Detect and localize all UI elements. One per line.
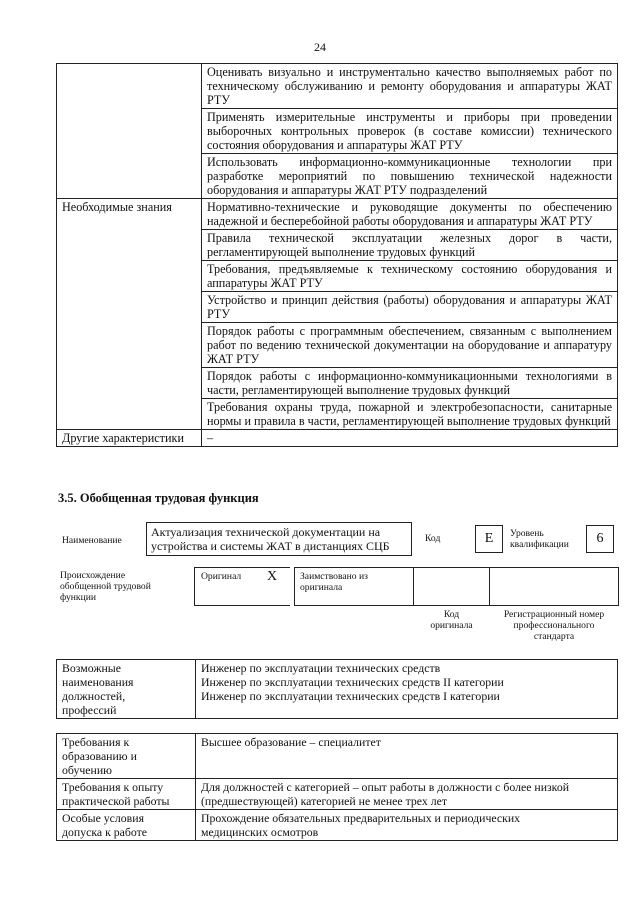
- origin-label-line2: обобщенной трудовой: [60, 581, 151, 592]
- table-cell: Нормативно-технические и руководящие документы по обеспечению надежной и бесперебойной работы оборудования и аппаратуры ЖАТ РТУ: [202, 199, 618, 230]
- borrowed-label-line1: Заимствовано из: [300, 571, 368, 582]
- table-cell: Требования охраны труда, пожарной и электробезопасности, санитарные нормы и правила в части, регламентирующей выполнение трудовых функций: [202, 399, 618, 430]
- table-cell: Применять измерительные инструменты и приборы при проведении выборочных контрольных проверок (в составе комиссии) технического состояния оборудования и аппаратуры ЖАТ РТУ: [202, 109, 618, 154]
- requirement-label-line: Требования к: [62, 735, 130, 749]
- requirements-table: [56, 733, 618, 841]
- table-row: [57, 779, 618, 810]
- positions-label: [57, 660, 196, 719]
- original-code-cell: [413, 567, 490, 606]
- original-code-caption-line1: Код: [443, 609, 460, 620]
- original-code-caption: [413, 609, 490, 631]
- list-item: Инженер по эксплуатации технических средств II категории: [201, 675, 504, 689]
- table-cell: Использовать информационно-коммуникационные технологии при разработке мероприятий по повышению технической надежности оборудования и аппаратуры ЖАТ РТУ подразделений: [202, 154, 618, 199]
- function-name-line2: устройства и системы ЖАТ в дистанциях СЦБ: [151, 539, 390, 553]
- borrowed-label: [300, 571, 368, 593]
- code-value: E: [475, 525, 503, 553]
- requirement-label-line: практической работы: [62, 794, 170, 808]
- requirement-label: [57, 734, 196, 779]
- origin-label-line3: функции: [60, 592, 96, 603]
- name-label: Наименование: [62, 535, 122, 546]
- level-label-line2: квалификации: [510, 539, 569, 550]
- requirement-label-line: Особые условия: [62, 811, 144, 825]
- original-cell: [194, 567, 290, 606]
- borrowed-label-line2: оригинала: [300, 582, 343, 593]
- registration-number-caption: [489, 609, 619, 642]
- table-cell: Оценивать визуально и инструментально качество выполняемых работ по техническому обслуживанию и ремонту оборудования и аппаратуры ЖАТ РТУ: [202, 64, 618, 109]
- requirement-label-line: Требования к опыту: [62, 780, 164, 794]
- requirement-text-line: (предшествующей) категорией не менее трех лет: [201, 794, 447, 808]
- table-row: [57, 199, 618, 230]
- table-cell: Порядок работы с информационно-коммуникационными технологиями в части, регламентирующей выполнение трудовых функций: [202, 368, 618, 399]
- level-label: [510, 528, 569, 550]
- origin-label-line1: Происхождение: [60, 570, 126, 581]
- requirement-text-line: медицинских осмотров: [201, 825, 319, 839]
- table-cell: Порядок работы с программным обеспечением, связанным с выполнением работ по ведению технической документации на оборудование и аппаратуру ЖАТ РТУ: [202, 323, 618, 368]
- row-label-knowledge: Необходимые знания: [57, 199, 202, 430]
- row-label: [57, 64, 202, 199]
- function-name-box: [146, 522, 412, 556]
- requirement-text: [196, 734, 618, 779]
- table-row: [57, 734, 618, 779]
- level-label-line1: Уровень: [510, 528, 544, 539]
- requirement-text-line: Высшее образование – специалитет: [201, 735, 381, 749]
- table-row: [57, 810, 618, 841]
- borrowed-cell: [294, 567, 414, 606]
- original-code-caption-line2: оригинала: [430, 620, 473, 631]
- requirement-text: [196, 810, 618, 841]
- table-cell: Требования, предъявляемые к техническому состоянию оборудования и аппаратуры ЖАТ РТУ: [202, 261, 618, 292]
- registration-number-cell: [489, 567, 619, 606]
- positions-table: [56, 659, 618, 719]
- list-item: Инженер по эксплуатации технических средств: [201, 661, 441, 675]
- code-label: Код: [425, 533, 441, 544]
- page-number: 24: [314, 40, 326, 54]
- positions-label-line1: Возможные: [62, 661, 121, 675]
- section-title: 3.5. Обобщенная трудовая функция: [58, 491, 259, 505]
- list-item: Инженер по эксплуатации технических средств I категории: [201, 689, 500, 703]
- registration-caption-line1: Регистрационный номер: [503, 609, 605, 620]
- positions-label-line2: наименования: [62, 675, 134, 689]
- registration-caption-line3: стандарта: [533, 631, 575, 642]
- requirement-label: [57, 810, 196, 841]
- requirement-text: [196, 779, 618, 810]
- positions-list: [196, 660, 618, 719]
- original-label: Оригинал: [201, 571, 242, 582]
- table-cell: Устройство и принцип действия (работы) оборудования и аппаратуры ЖАТ РТУ: [202, 292, 618, 323]
- requirement-label-line: обучению: [62, 763, 112, 777]
- table-row: [57, 660, 618, 719]
- requirement-label-line: образованию и: [62, 749, 137, 763]
- function-name-line1: Актуализация технической документации на: [151, 525, 381, 539]
- registration-caption-line2: профессионального: [513, 620, 595, 631]
- row-label-other: Другие характеристики: [57, 430, 202, 447]
- origin-label: [60, 570, 151, 603]
- original-mark: X: [267, 569, 278, 584]
- requirement-text-line: Для должностей с категорией – опыт работы в должности с более низкой: [201, 780, 570, 794]
- positions-label-line3: должностей,: [62, 689, 126, 703]
- table-cell: –: [202, 430, 618, 447]
- requirement-text-line: Прохождение обязательных предварительных и периодических: [201, 811, 521, 825]
- requirement-label-line: допуска к работе: [62, 825, 148, 839]
- table-row: [57, 430, 618, 447]
- skills-knowledge-table: [56, 63, 618, 447]
- requirement-label: [57, 779, 196, 810]
- table-cell: Правила технической эксплуатации железных дорог в части, регламентирующей выполнение трудовых функций: [202, 230, 618, 261]
- positions-label-line4: профессий: [62, 703, 117, 717]
- table-row: [57, 64, 618, 109]
- level-value: 6: [586, 525, 614, 553]
